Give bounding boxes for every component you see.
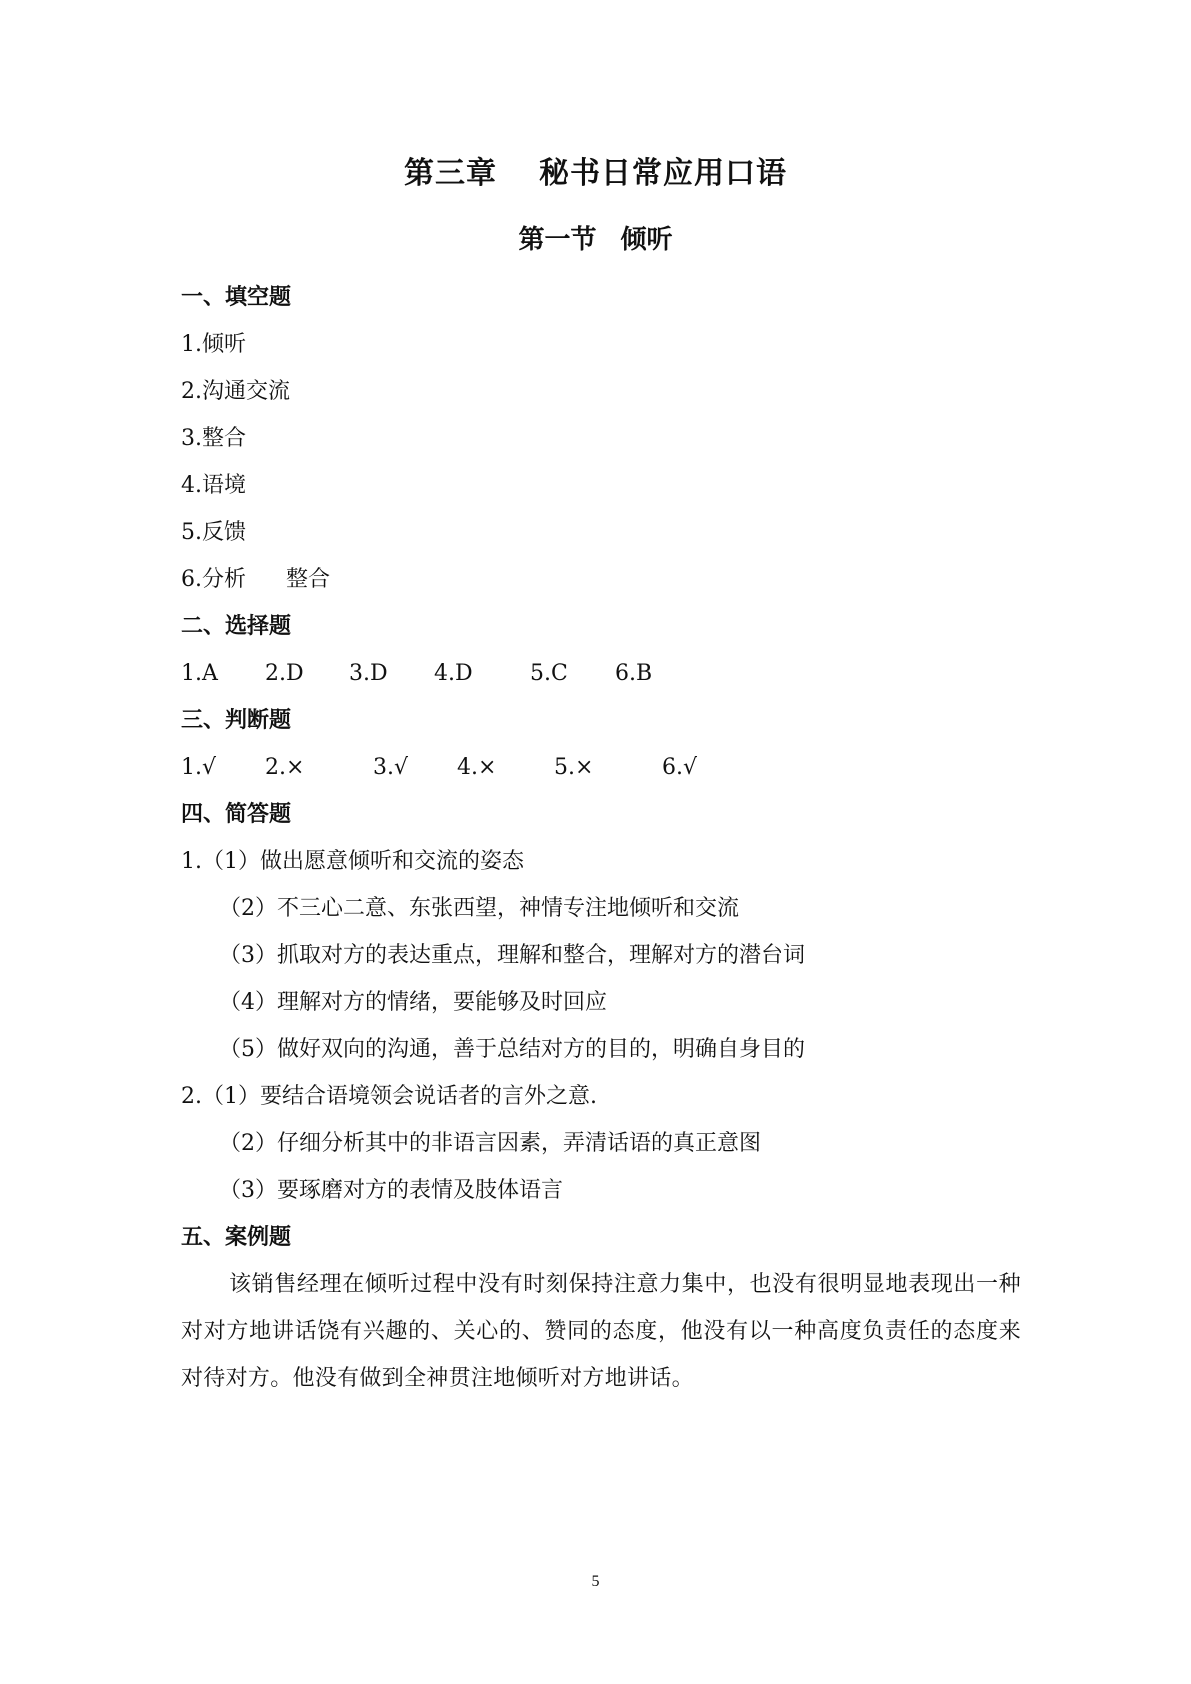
short-answer-q1-line-1: 1.（1）做出愿意倾听和交流的姿态 xyxy=(181,849,524,874)
answer-content xyxy=(181,274,1021,1402)
fill-blank-heading: 一、填空题 xyxy=(181,284,292,310)
page-number: 5 xyxy=(591,1573,600,1590)
fill-blank-item-1: 1.倾听 xyxy=(181,332,246,357)
fill-blank-item-3: 3.整合 xyxy=(181,426,246,451)
mc-answer-2: 2.D xyxy=(265,661,304,686)
fill-blank-item-5: 5.反馈 xyxy=(181,520,246,545)
short-answer-q1-line-3: （3）抓取对方的表达重点，理解和整合，理解对方的潜台词 xyxy=(219,943,805,968)
section-title xyxy=(0,220,1191,260)
fill-blank-item-2: 2.沟通交流 xyxy=(181,379,290,404)
true-false-heading: 三、判断题 xyxy=(181,707,292,733)
fill-blank-item-6-second: 整合 xyxy=(286,567,331,592)
section-name: 倾听 xyxy=(620,225,673,255)
mc-answer-5: 5.C xyxy=(530,661,568,686)
multiple-choice-answers xyxy=(181,650,1021,697)
mc-answer-1: 1.A xyxy=(181,661,218,686)
multiple-choice-heading: 二、选择题 xyxy=(181,613,292,639)
short-answer-q2-line-2: （2）仔细分析其中的非语言因素，弄清话语的真正意图 xyxy=(219,1131,761,1156)
section-number: 第一节 xyxy=(518,225,597,255)
fill-blank-item-6 xyxy=(181,556,1021,603)
mc-answer-3: 3.D xyxy=(349,661,388,686)
short-answer-q2-line-1: 2.（1）要结合语境领会说话者的言外之意. xyxy=(181,1084,597,1109)
tf-answer-6: 6.√ xyxy=(662,755,698,780)
tf-answer-1: 1.√ xyxy=(181,755,217,780)
tf-answer-5: 5.× xyxy=(554,755,594,780)
short-answer-q2-line-3: （3）要琢磨对方的表情及肢体语言 xyxy=(219,1178,563,1203)
tf-answer-2: 2.× xyxy=(265,755,305,780)
chapter-title xyxy=(0,152,1191,196)
true-false-answers xyxy=(181,744,1021,791)
mc-answer-4: 4.D xyxy=(434,661,473,686)
short-answer-heading: 四、简答题 xyxy=(181,801,292,827)
mc-answer-6: 6.B xyxy=(615,661,653,686)
tf-answer-4: 4.× xyxy=(457,755,497,780)
short-answer-q1-line-5: （5）做好双向的沟通，善于总结对方的目的，明确自身目的 xyxy=(219,1037,805,1062)
fill-blank-item-4: 4.语境 xyxy=(181,473,246,498)
fill-blank-item-6-first: 6.分析 xyxy=(181,567,246,592)
short-answer-q1-line-4: （4）理解对方的情绪，要能够及时回应 xyxy=(219,990,607,1015)
case-heading: 五、案例题 xyxy=(181,1224,292,1250)
tf-answer-3: 3.√ xyxy=(373,755,409,780)
case-answer-paragraph: 该销售经理在倾听过程中没有时刻保持注意力集中，也没有很明显地表现出一种对对方地讲话饶有兴趣的、关心的、赞同的态度，他没有以一种高度负责任的态度来对待对方。他没有做到全神贯注地倾听对方地讲话。 xyxy=(181,1272,1021,1391)
short-answer-q1-line-2: （2）不三心二意、东张西望，神情专注地倾听和交流 xyxy=(219,896,739,921)
chapter-name: 秘书日常应用口语 xyxy=(539,156,787,191)
chapter-number: 第三章 xyxy=(404,156,497,191)
